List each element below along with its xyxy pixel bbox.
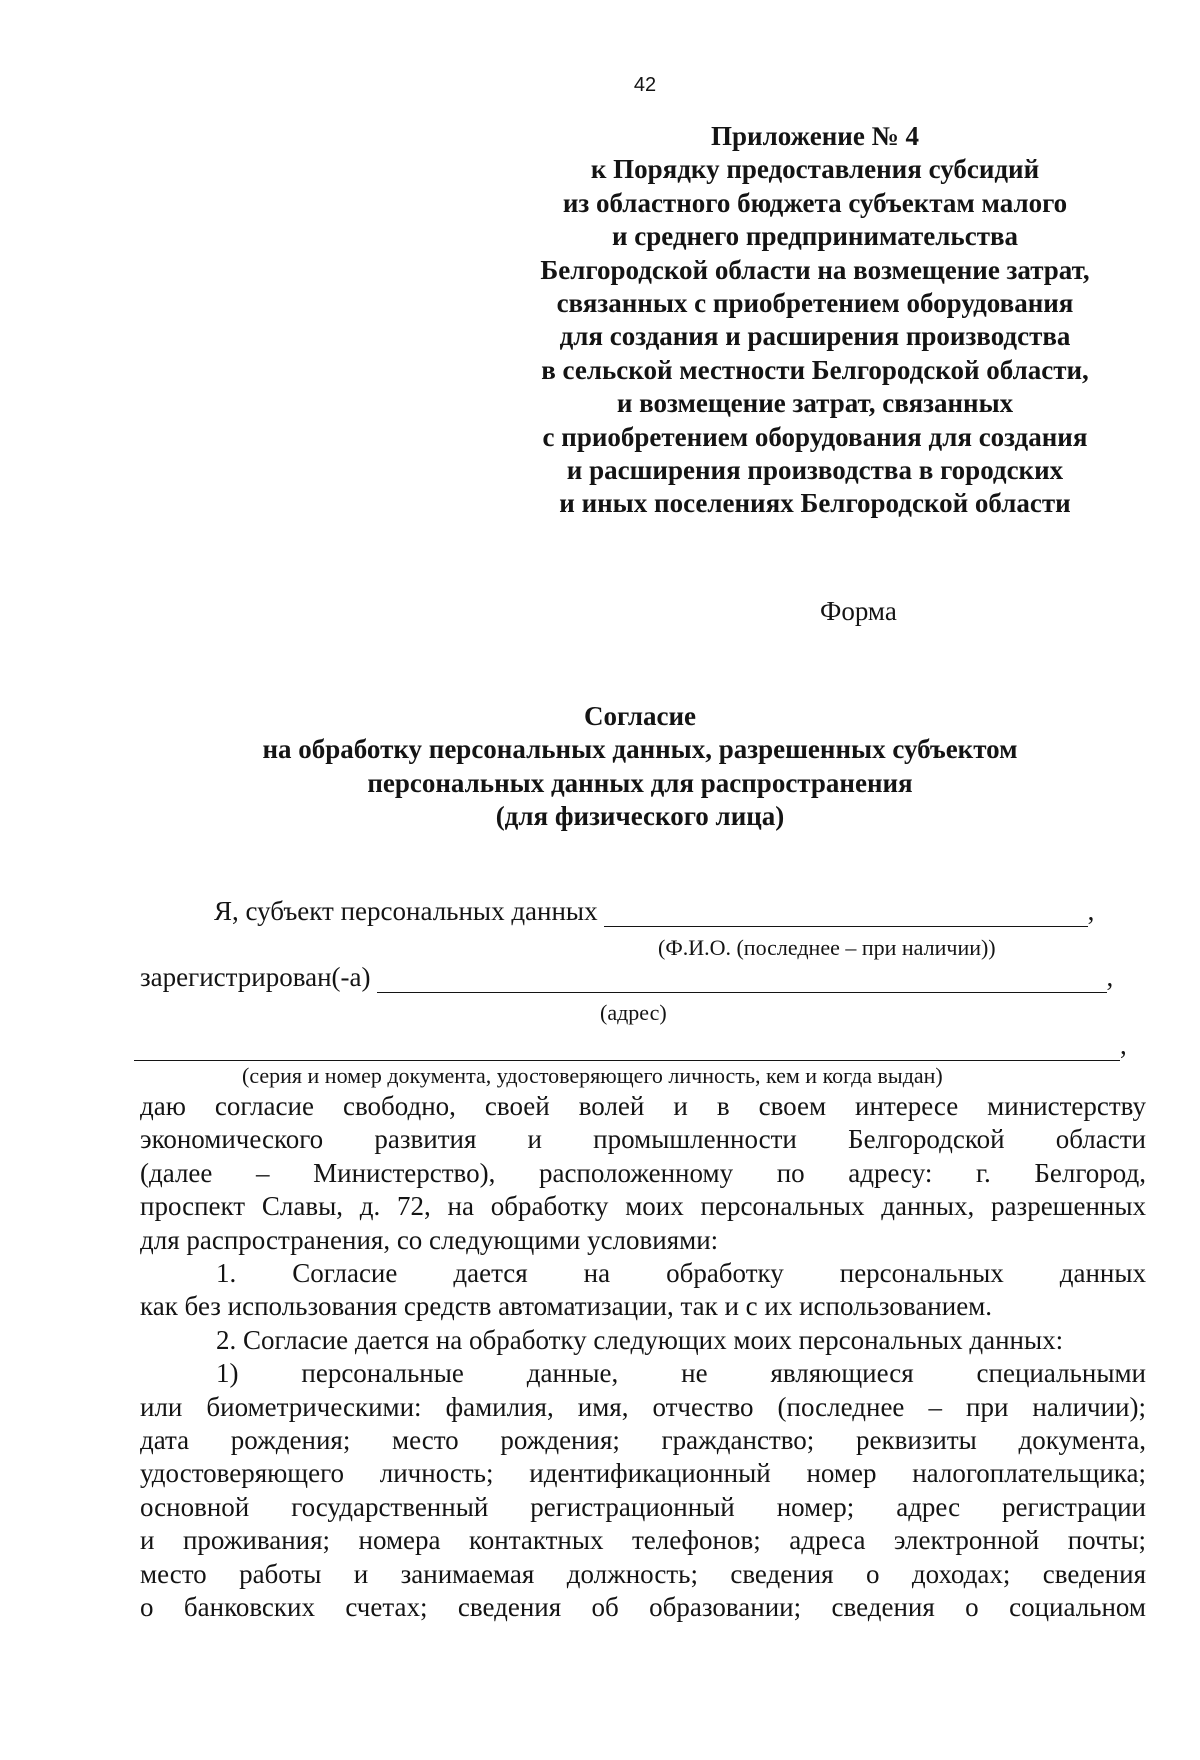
body-line: для распространения, со следующими условиями: [140, 1224, 719, 1255]
appendix-line: из областного бюджета субъектам малого [562, 187, 1068, 218]
appendix-line: связанных с приобретением оборудования [556, 288, 1074, 319]
consent-title-line: персональных данных для распространения [367, 767, 913, 798]
appendix-line: к Порядку предоставления субсидий [590, 154, 1040, 185]
appendix-line: в сельской местности Белгородской области, [541, 354, 1089, 385]
body-line: проспект Славы, д. 72, на обработку моих персональных данных, разрешенных [140, 1191, 1146, 1222]
consent-title-line: Согласие [583, 701, 697, 731]
page-number: 42 [633, 74, 657, 96]
field-comma: , [1087, 896, 1095, 926]
appendix-line: Белгородской области на возмещение затрат, [540, 254, 1090, 285]
appendix-line: и возмещение затрат, связанных [616, 388, 1014, 419]
consent-body [140, 1090, 1146, 1625]
body-line: 2. Согласие дается на обработку следующих моих персональных данных: [216, 1324, 1064, 1355]
body-line: или биометрическими: фамилия, имя, отчество (последнее – при наличии); [140, 1391, 1146, 1422]
body-line: 1. Согласие дается на обработку персональных данных [216, 1258, 1146, 1289]
subject-name-caption: (Ф.И.О. (последнее – при наличии)) [658, 935, 996, 960]
body-line: основной государственный регистрационный номер; адрес регистрации [140, 1491, 1146, 1522]
consent-title [160, 700, 1120, 834]
body-line: даю согласие свободно, своей волей и в своем интересе министерству [140, 1091, 1146, 1121]
body-line: удостоверяющего личность; идентификационный номер налогоплательщика; [140, 1458, 1146, 1489]
body-line: место работы и занимаемая должность; сведения о доходах; сведения [140, 1558, 1146, 1589]
registered-row [140, 962, 1113, 993]
body-line: экономического развития и промышленности Белгородской области [140, 1124, 1146, 1155]
consent-title-line: на обработку персональных данных, разрешенных субъектом [262, 734, 1018, 765]
subject-name-field[interactable] [604, 898, 1088, 927]
address-field[interactable] [377, 964, 1107, 993]
subject-name-row [214, 896, 1094, 927]
address-caption: (адрес) [600, 1000, 667, 1025]
consent-title-line: (для физического лица) [495, 801, 785, 832]
appendix-line: и расширения производства в городских [566, 455, 1064, 486]
body-line: (далее – Министерство), расположенному по адресу: г. Белгород, [140, 1157, 1146, 1188]
appendix-line: для создания и расширения производства [559, 321, 1071, 352]
subject-label: Я, субъект персональных данных [214, 896, 598, 926]
appendix-header [470, 120, 1160, 521]
body-line: как без использования средств автоматизации, так и с их использованием. [140, 1291, 993, 1322]
appendix-line: с приобретением оборудования для создания [542, 421, 1088, 452]
appendix-line: Приложение № 4 [711, 121, 919, 151]
registered-label: зарегистрирован(-а) [140, 962, 371, 992]
body-line: дата рождения; место рождения; гражданство; реквизиты документа, [140, 1425, 1146, 1456]
document-field[interactable] [134, 1032, 1120, 1061]
appendix-line: и среднего предпринимательства [611, 221, 1019, 252]
document-row [134, 1030, 1127, 1061]
form-label: Форма [820, 596, 897, 626]
body-line: и проживания; номера контактных телефонов; адреса электронной почты; [140, 1525, 1146, 1556]
appendix-line: и иных поселениях Белгородской области [559, 488, 1071, 519]
body-line: о банковских счетах; сведения об образовании; сведения о социальном [140, 1592, 1146, 1623]
field-comma: , [1106, 962, 1114, 992]
body-line: 1) персональные данные, не являющиеся специальными [216, 1358, 1146, 1389]
field-comma: , [1120, 1030, 1127, 1060]
document-caption: (серия и номер документа, удостоверяющего личность, кем и когда выдан) [242, 1063, 943, 1088]
